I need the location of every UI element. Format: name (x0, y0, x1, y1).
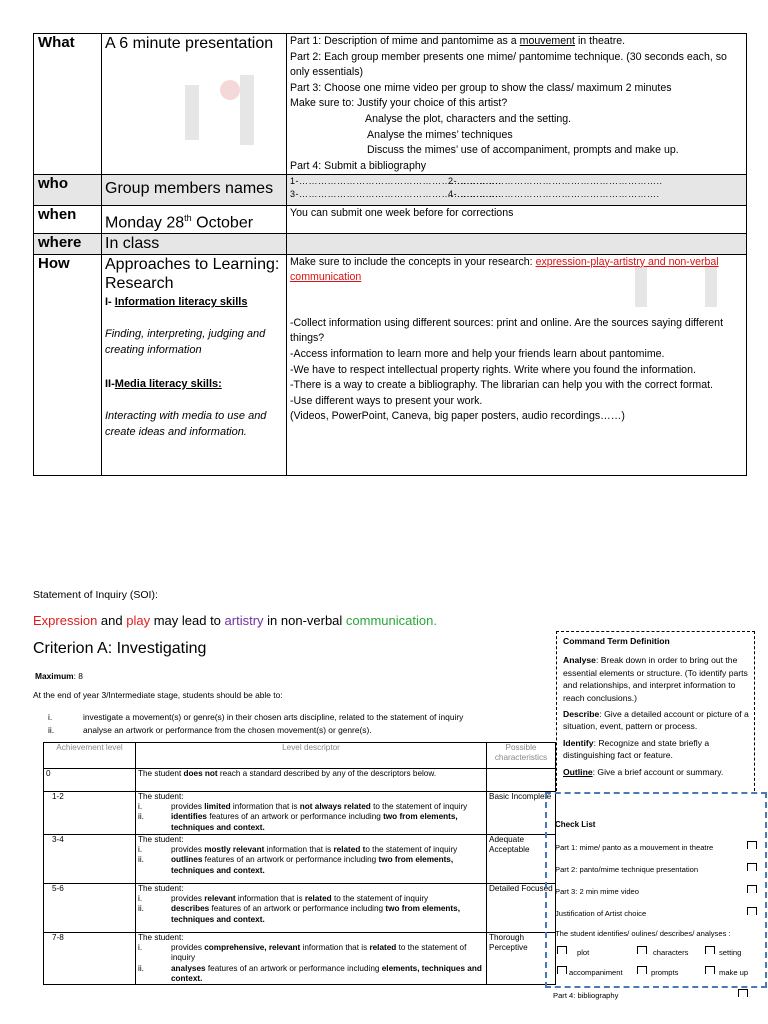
term-analyse-title: Analyse (563, 655, 596, 666)
rubric-row-1 (44, 792, 556, 835)
maximum-line (35, 671, 83, 681)
term-describe-title: Describe (563, 709, 600, 720)
descriptor-i-part: to the statement of inquiry (370, 802, 468, 812)
descriptor-ii-part: two from elements, techniques and context. (171, 904, 460, 924)
descriptor-i-part: limited (204, 802, 231, 812)
checkbox-item-3[interactable] (747, 885, 757, 893)
descriptor-intro: The student: (138, 933, 184, 942)
descriptor-ii-part: describes (171, 904, 210, 914)
command-term-title: Command Term Definition (563, 636, 670, 646)
part2-text: Part 2: Each group member presents one mime/ pantomime technique. (30 seconds each, so only essentials) (290, 50, 727, 79)
where-value: In class (102, 233, 287, 254)
roman-ii: ii. (138, 963, 144, 973)
checkbox-setting[interactable] (705, 946, 715, 954)
concepts-link: expression-play-artistry and non-verbal communication (290, 255, 719, 284)
descriptor-i-part: comprehensive, relevant (204, 943, 301, 953)
assignment-table (33, 33, 747, 476)
term-analyse (563, 654, 749, 704)
sub-accompaniment: Discuss the mimes’ use of accompaniment, prompts and make up. (367, 144, 679, 157)
mime-illustration-icon (180, 70, 280, 170)
row-what (34, 34, 747, 175)
bullet-respect: -We have to respect intellectual property rights. Write where you found the information. (290, 363, 696, 376)
soi-may: may lead to (150, 613, 225, 628)
where-empty (287, 233, 747, 254)
term-outline-def: : Give a brief account or summary. (592, 766, 724, 777)
info-literacy-title: Information literacy skills (114, 295, 248, 308)
char-cell: Thorough Perceptive (487, 933, 556, 985)
descriptor-ii-part: analyses (171, 963, 206, 973)
descriptor-ii (138, 812, 484, 832)
objective-i: investigate a movement(s) or genre(s) in their chosen arts discipline, related to the statement of inquiry (83, 712, 464, 722)
descriptor-cell (136, 884, 487, 933)
checkbox-prompts[interactable] (637, 966, 647, 974)
opt-makeup: make up (719, 968, 749, 977)
rubric-row-2 (44, 835, 556, 884)
objective-i-num: i. (48, 712, 53, 722)
opt-characters: characters (653, 948, 689, 957)
descriptor-i-part: provides (171, 802, 205, 812)
desc-0-pre: The student (138, 769, 184, 778)
opt-accompaniment: accompaniment (569, 968, 623, 977)
descriptor-i-part: information that is (230, 802, 300, 812)
checkbox-part4[interactable] (738, 989, 748, 997)
part1-end: in theatre. (575, 35, 626, 47)
descriptor-ii-part: two from elements, techniques and context. (171, 855, 454, 875)
descriptor-i (138, 845, 484, 855)
when-value (102, 206, 287, 233)
descriptor-i-part: mostly relevant (204, 845, 265, 855)
roman-i: i. (138, 802, 143, 812)
checklist-item-1: Part 1: mime/ panto as a mouvement in theatre (555, 843, 714, 852)
opt-setting: setting (719, 948, 742, 957)
descriptor-i-part: provides (171, 845, 205, 855)
descriptor-intro: The student: (138, 835, 184, 844)
rubric-row-3 (44, 884, 556, 933)
descriptor-i-part: information that is (235, 894, 305, 904)
bullet-access: -Access information to learn more and help your friends learn about pantomime. (290, 348, 665, 361)
checkbox-item-2[interactable] (747, 863, 757, 871)
info-literacy-heading (105, 293, 283, 312)
member-2: 2-……………………………………………………….. (448, 176, 663, 187)
sub-plot: Analyse the plot, characters and the setting. (365, 112, 572, 125)
descriptor-cell (136, 769, 487, 792)
label-where: where (34, 233, 102, 254)
descriptor-i-part: related t (333, 845, 366, 855)
soi-heading: Statement of Inquiry (SOI): (33, 589, 158, 601)
descriptor-i-part: to the statement of inquiry (331, 894, 429, 904)
bullet-formats: (Videos, PowerPoint, Caneva, big paper posters, audio recordings……) (290, 410, 625, 423)
maximum-label: Maximum (35, 671, 74, 681)
descriptor-ii (138, 904, 484, 924)
level-cell: 5-6 (44, 884, 136, 933)
row-when (34, 206, 747, 233)
opt-prompts: prompts (651, 968, 679, 977)
descriptor-cell (136, 933, 487, 985)
command-term-box (556, 631, 755, 791)
descriptor-intro: The student: (138, 792, 184, 801)
term-identify-title: Identify (563, 737, 594, 748)
descriptor-i-part: information that is (264, 845, 334, 855)
term-identify-def: : Recognize and state briefly a distinguishing fact or feature. (563, 737, 710, 761)
rubric-table (43, 742, 556, 985)
label-who: who (34, 175, 102, 206)
desc-0-bold: does not (183, 769, 218, 778)
bullet-collect: -Collect information using different sources: print and online. Are the sources saying different things? (290, 316, 724, 345)
descriptor-ii (138, 855, 484, 875)
soi-play: play (126, 613, 151, 628)
descriptor-cell (136, 835, 487, 884)
roman-i: i. (138, 845, 143, 855)
checklist-item-4: Justification of Artist choice (555, 909, 647, 918)
level-cell: 1-2 (44, 792, 136, 835)
descriptor-cell (136, 792, 487, 835)
member-3: 3-………………………………………………………. (290, 189, 502, 200)
header-descriptor: Level descriptor (136, 743, 487, 769)
term-describe-def: : Give a detailed account or picture of a situation, event, pattern or process. (563, 709, 749, 732)
descriptor-ii-part: features of an artwork or performance including (209, 904, 386, 914)
media-literacy-desc: Interacting with media to use and create ideas and information. (105, 409, 267, 438)
descriptor-ii-part: features of an artwork or performance including (202, 855, 379, 865)
descriptor-i-part: related (369, 943, 397, 953)
descriptor-intro: The student: (138, 884, 184, 893)
when-month: October (191, 214, 254, 232)
checklist-part4: Part 4: bibliography (553, 991, 619, 1000)
rubric-row-4 (44, 933, 556, 985)
maximum-value: : 8 (73, 671, 83, 681)
objective-ii: analyse an artwork or performance from the chosen movement(s) or genre(s). (83, 725, 372, 735)
part4-text: Part 4: Submit a bibliography (290, 159, 427, 172)
descriptor-i (138, 802, 484, 812)
char-cell: Adequate Acceptable (487, 835, 556, 884)
checklist-identifies: The student identifies/ oulines/ describes/ analyses : (555, 929, 731, 938)
checkbox-item-4[interactable] (747, 907, 757, 915)
roman-ii: ii. (138, 812, 144, 822)
descriptor-i-part: o the statement of inquiry (365, 845, 458, 855)
descriptor-ii-part: identifies (171, 812, 207, 822)
row-who (34, 175, 747, 206)
soi-communication: communication. (345, 613, 437, 628)
rubric-header (44, 743, 556, 769)
when-date: Monday 28 (105, 214, 185, 232)
part1-text: Part 1: Description of mime and pantomime as a (290, 35, 520, 47)
soi-statement (33, 613, 437, 628)
member-lines (287, 175, 747, 206)
when-sup: th (184, 213, 192, 224)
roman-ii: ii. (138, 855, 144, 865)
opt-plot: plot (577, 948, 590, 957)
part3-text: Part 3: Choose one mime video per group to show the class/ maximum 2 minutes (290, 81, 672, 94)
sub-techniques: Analyse the mimes’ techniques (367, 128, 513, 141)
media-literacy-heading (105, 375, 283, 394)
rubric-row-0 (44, 769, 556, 792)
header-level: Achievement level (44, 743, 136, 769)
roman-i: i. (138, 943, 143, 953)
char-cell (487, 769, 556, 792)
descriptor-ii (138, 964, 484, 984)
row-where (34, 233, 747, 254)
checklist-title: Check List (555, 820, 596, 829)
soi-and: and (97, 613, 127, 628)
checkbox-item-1[interactable] (747, 841, 757, 849)
what-value: A 6 minute presentation (102, 34, 287, 175)
descriptor-ii-part: outlines (171, 855, 203, 865)
member-4: 4-………………………………………………………. (448, 189, 660, 200)
level-cell: 3-4 (44, 835, 136, 884)
checkbox-accompaniment[interactable] (557, 966, 567, 974)
media-literacy-num: II- (105, 377, 115, 390)
descriptor-i-part: to the statement of inquiry (171, 943, 467, 963)
label-when: when (34, 206, 102, 233)
what-details (287, 34, 747, 175)
make-sure-text: Make sure to: Justify your choice of this artist? (290, 97, 508, 110)
bullet-bibliography: -There is a way to create a bibliography. The librarian can help you with the correct format. (290, 379, 713, 392)
descriptor-i-part: provides (171, 894, 205, 904)
when-note: You can submit one week before for corrections (287, 206, 747, 233)
char-cell: Basic Incomplete (487, 792, 556, 835)
descriptor-i-part: provides (171, 943, 205, 953)
checkbox-characters[interactable] (637, 946, 647, 954)
concepts-pre: Make sure to include the concepts in your research: (290, 255, 536, 268)
member-1: 1-………………………………………………………. (290, 176, 502, 187)
term-outline-title: Outline (563, 766, 593, 777)
info-literacy-desc: Finding, interpreting, judging and creating information (105, 327, 266, 356)
level-cell: 0 (44, 769, 136, 792)
part1-underlined: mouvement (519, 35, 575, 47)
level-cell: 7-8 (44, 933, 136, 985)
atl-title: Approaches to Learning: Research (105, 255, 280, 292)
desc-0-post: reach a standard described by any of the descriptors below. (217, 769, 437, 778)
descriptor-i-part: not always related (299, 802, 371, 812)
checklist-box (545, 792, 767, 988)
term-analyse-def: : Break down in order to bring out the essential elements or structure. (To identify parts and relationships, and interpret information to reach conclusions.) (563, 655, 748, 703)
bullet-ways: -Use different ways to present your work. (290, 394, 483, 407)
descriptor-i (138, 943, 484, 963)
objective-ii-num: ii. (48, 725, 55, 735)
term-describe (563, 708, 749, 733)
checklist-item-3: Part 3: 2 min mime video (555, 887, 639, 896)
info-literacy-num: I- (105, 295, 115, 308)
descriptor-ii-part: elements, techniques and context. (171, 963, 482, 983)
who-value: Group members names (102, 175, 287, 206)
descriptor-ii-part: features of an artwork or performance including (206, 812, 384, 822)
descriptor-ii-part: features of an artwork or performance including (205, 963, 382, 973)
descriptor-i (138, 894, 484, 904)
soi-artistry: artistry (224, 613, 264, 628)
checklist-item-2: Part 2: panto/mime technique presentation (555, 865, 699, 874)
roman-i: i. (138, 894, 143, 904)
term-identify (563, 737, 749, 762)
roman-ii: ii. (138, 904, 144, 914)
label-how: How (34, 254, 102, 475)
term-outline (563, 766, 749, 778)
media-literacy-title: Media literacy skills: (114, 377, 222, 390)
criterion-title: Criterion A: Investigating (33, 640, 207, 657)
descriptor-i-part: relevant (204, 894, 236, 904)
soi-expression: Expression (33, 613, 98, 628)
how-value (102, 254, 287, 475)
descriptor-i-part: information that is (300, 943, 370, 953)
descriptor-ii-part: two from elements, techniques and context. (171, 812, 458, 832)
descriptor-i-part: related (304, 894, 332, 904)
checkbox-plot[interactable] (557, 946, 567, 954)
char-cell: Detailed Focused (487, 884, 556, 933)
checkbox-makeup[interactable] (705, 966, 715, 974)
mime-illustration-icon-2 (630, 262, 730, 342)
header-characteristics: Possible characteristics (487, 743, 556, 769)
criterion-intro: At the end of year 3/Intermediate stage, students should be able to: (33, 690, 283, 700)
label-what: What (34, 34, 102, 175)
soi-nonverbal: in non-verbal (263, 613, 346, 628)
